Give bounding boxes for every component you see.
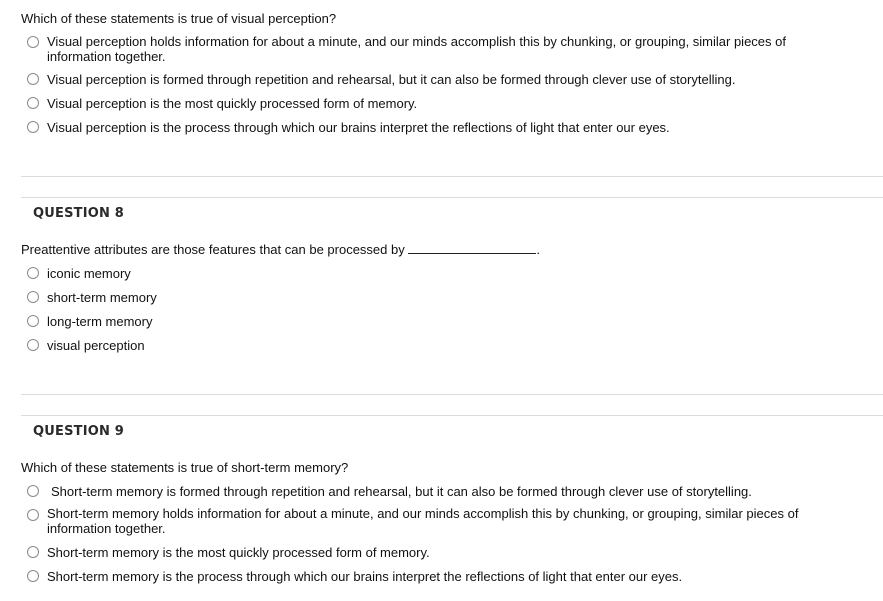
- q8-option-1-label[interactable]: iconic memory: [47, 266, 131, 281]
- q8-option-2-radio[interactable]: [27, 291, 39, 303]
- divider: [21, 394, 883, 395]
- question-8-heading: QUESTION 8: [33, 206, 125, 221]
- q7-option-3-radio[interactable]: [27, 97, 39, 109]
- q8-option-3-label[interactable]: long-term memory: [47, 314, 153, 329]
- q9-option-3-radio[interactable]: [27, 546, 39, 558]
- question-9-heading: QUESTION 9: [33, 424, 125, 439]
- q7-prompt: Which of these statements is true of visual perception?: [21, 11, 337, 26]
- q7-option-3-label[interactable]: Visual perception is the most quickly processed form of memory.: [47, 96, 418, 111]
- q8-option-4-radio[interactable]: [27, 339, 39, 351]
- q7-option-4-label[interactable]: Visual perception is the process through which our brains interpret the reflections of light that enter our eyes.: [47, 120, 670, 135]
- q9-option-2-radio[interactable]: [27, 509, 39, 521]
- fill-in-blank: [408, 243, 536, 254]
- q8-prompt: [21, 242, 540, 258]
- q7-option-1-label-cont[interactable]: information together.: [47, 49, 166, 64]
- q9-option-2-label-cont[interactable]: information together.: [47, 521, 166, 536]
- q9-option-4-label[interactable]: Short-term memory is the process through which our brains interpret the reflections of light that enter our eyes.: [47, 569, 683, 584]
- q9-option-2-label[interactable]: Short-term memory holds information for about a minute, and our minds accomplish this by chunking, or grouping, similar pieces of: [47, 506, 799, 521]
- q8-option-3-radio[interactable]: [27, 315, 39, 327]
- q8-prompt-text: Preattentive attributes are those features that can be processed by: [21, 242, 405, 257]
- q7-option-1-radio[interactable]: [27, 36, 39, 48]
- divider: [21, 176, 883, 177]
- q7-option-2-radio[interactable]: [27, 73, 39, 85]
- q9-option-1-radio[interactable]: [27, 485, 39, 497]
- divider: [21, 415, 883, 416]
- q8-option-1-radio[interactable]: [27, 267, 39, 279]
- q9-option-3-label[interactable]: Short-term memory is the most quickly processed form of memory.: [47, 545, 430, 560]
- q9-prompt: Which of these statements is true of short-term memory?: [21, 460, 349, 475]
- q8-option-2-label[interactable]: short-term memory: [47, 290, 157, 305]
- q9-option-4-radio[interactable]: [27, 570, 39, 582]
- q7-option-2-label[interactable]: Visual perception is formed through repetition and rehearsal, but it can also be formed through clever use of storytelling.: [47, 72, 736, 87]
- q8-prompt-end: .: [536, 242, 540, 257]
- q7-option-1-label[interactable]: Visual perception holds information for about a minute, and our minds accomplish this by chunking, or grouping, similar pieces of: [47, 34, 786, 49]
- q8-option-4-label[interactable]: visual perception: [47, 338, 145, 353]
- q9-option-1-label[interactable]: Short-term memory is formed through repetition and rehearsal, but it can also be formed through clever use of storytelling.: [51, 484, 752, 499]
- q7-option-4-radio[interactable]: [27, 121, 39, 133]
- divider: [21, 197, 883, 198]
